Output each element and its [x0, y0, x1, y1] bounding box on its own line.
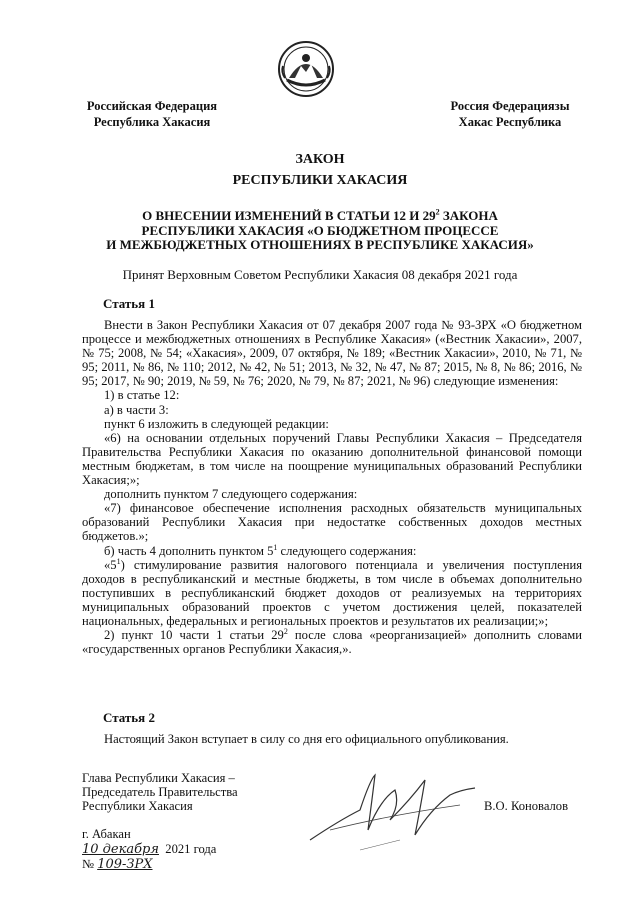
article1-heading: Статья 1 [103, 296, 155, 311]
article1-p3: а) в части 3: [104, 402, 169, 417]
header-left-line2: Республика Хакасия [93, 114, 211, 129]
place-date-block [82, 827, 216, 872]
signatory-name: В.О. Коновалов [484, 799, 569, 813]
doc-title-sup: 2 [435, 207, 440, 217]
article1-body [82, 318, 582, 656]
article1-p8-a: б) часть 4 дополнить пунктом 5 [104, 543, 274, 558]
header-right-line2: Хакас Республика [458, 114, 562, 129]
doc-title-2: ЗАКОНА [439, 208, 498, 223]
date-handwritten: 10 декабря [82, 842, 159, 857]
coat-of-arms-emblem [277, 40, 335, 98]
article1-p4: пункт 6 изложить в следующей редакции: [104, 416, 329, 431]
number-prefix: № [82, 857, 95, 871]
article1-p10 [82, 628, 582, 656]
position-line3: Республики Хакасия [82, 799, 193, 814]
article1-p10-sup: 2 [283, 626, 288, 636]
handwritten-signature [300, 760, 490, 860]
number-line [82, 857, 216, 872]
header-left [82, 99, 222, 130]
article1-p10-b: после слова «реорганизацией» дополнить словами «государственных органов Республики Хакасия,». [82, 628, 582, 657]
article1-p8 [82, 544, 582, 558]
header-right-line1: Россия Федерациязы [450, 99, 570, 113]
article1-p2: 1) в статье 12: [104, 388, 180, 403]
article2-p1: Настоящий Закон вступает в силу со дня его официального опубликования. [104, 732, 509, 746]
article1-p9-b: ) стимулирование развития налогового потенциала и увеличения поступления доходов в республиканский и местные бюджеты, в том числе в объемах дополнительно поступивших в республиканский бюджет доходов от реализуемых на территориях муниципальных образований проектов с учетом достижения целей, показателей национальных, федеральных и региональных проектов и результатов их реализации;»; [82, 557, 582, 628]
date-year: 2021 года [165, 842, 217, 856]
doc-title-1: О ВНЕСЕНИИ ИЗМЕНЕНИЙ В СТАТЬИ 12 И 29 [142, 208, 436, 223]
article1-p1: Внести в Закон Республики Хакасия от 07 декабря 2007 года № 93-ЗРХ «О бюджетном процессе и межбюджетных отношениях в Республике Хакасия» («Вестник Хакасии», 2007, № 75; 2008, № 54; «Хакасия», 2009, 07 октября, № 189; «Вестник Хакасии», 2010, № 71, № 95; 2011, № 86, № 110; 2012, № 42, № 51; 2013, № 32, № 47, № 87; 2015, № 8, № 86; 2016, № 95; 2017, № 90; 2019, № 59, № 76; 2020, № 79, № 87; 2021, № 96) следующие изменения: [82, 318, 582, 389]
doc-title [60, 209, 580, 253]
header-left-line1: Российская Федерация [86, 99, 218, 113]
article1-p8-b: следующего содержания: [277, 543, 417, 558]
article1-p6: дополнить пунктом 7 следующего содержания: [104, 487, 358, 502]
position-line2: Председатель Правительства [82, 785, 238, 800]
article1-p9-sup: 1 [116, 556, 121, 566]
adopted-line: Принят Верховным Советом Республики Хакасия 08 декабря 2021 года [122, 267, 518, 282]
article1-p5: «6) на основании отдельных поручений Главы Республики Хакасия – Председателя Правительства Республики Хакасия по оказанию дополнительной финансовой помощи местным бюджетам, в том числе на поощрение муниципальных образований Республики Хакасия;»; [82, 430, 582, 488]
article1-p9-a: «5 [104, 557, 117, 572]
doc-type: ЗАКОН [295, 152, 345, 167]
article2-heading: Статья 2 [103, 710, 155, 725]
article1-p9 [82, 558, 582, 628]
city: г. Абакан [82, 827, 131, 841]
article1-p7: «7) финансовое обеспечение исполнения расходных обязательств муниципальных образований Республики Хакасия при недостатке собственных доходов местных бюджетов.»; [82, 501, 582, 544]
header-right [440, 99, 580, 130]
article2-body [82, 732, 582, 746]
position-line1: Глава Республики Хакасия – [82, 771, 235, 785]
doc-title-3: РЕСПУБЛИКИ ХАКАСИЯ «О БЮДЖЕТНОМ ПРОЦЕССЕ [141, 222, 499, 238]
article1-p10-a: 2) пункт 10 части 1 статьи 29 [104, 628, 284, 643]
signatory-position [82, 771, 238, 814]
doc-subject: РЕСПУБЛИКИ ХАКАСИЯ [232, 173, 408, 188]
date-line [82, 842, 216, 857]
article1-p8-sup: 1 [273, 542, 278, 552]
doc-title-4: И МЕЖБЮДЖЕТНЫХ ОТНОШЕНИЯХ В РЕСПУБЛИКЕ ХАКАСИЯ» [106, 237, 534, 252]
number-handwritten: 109-ЗРХ [97, 857, 153, 872]
